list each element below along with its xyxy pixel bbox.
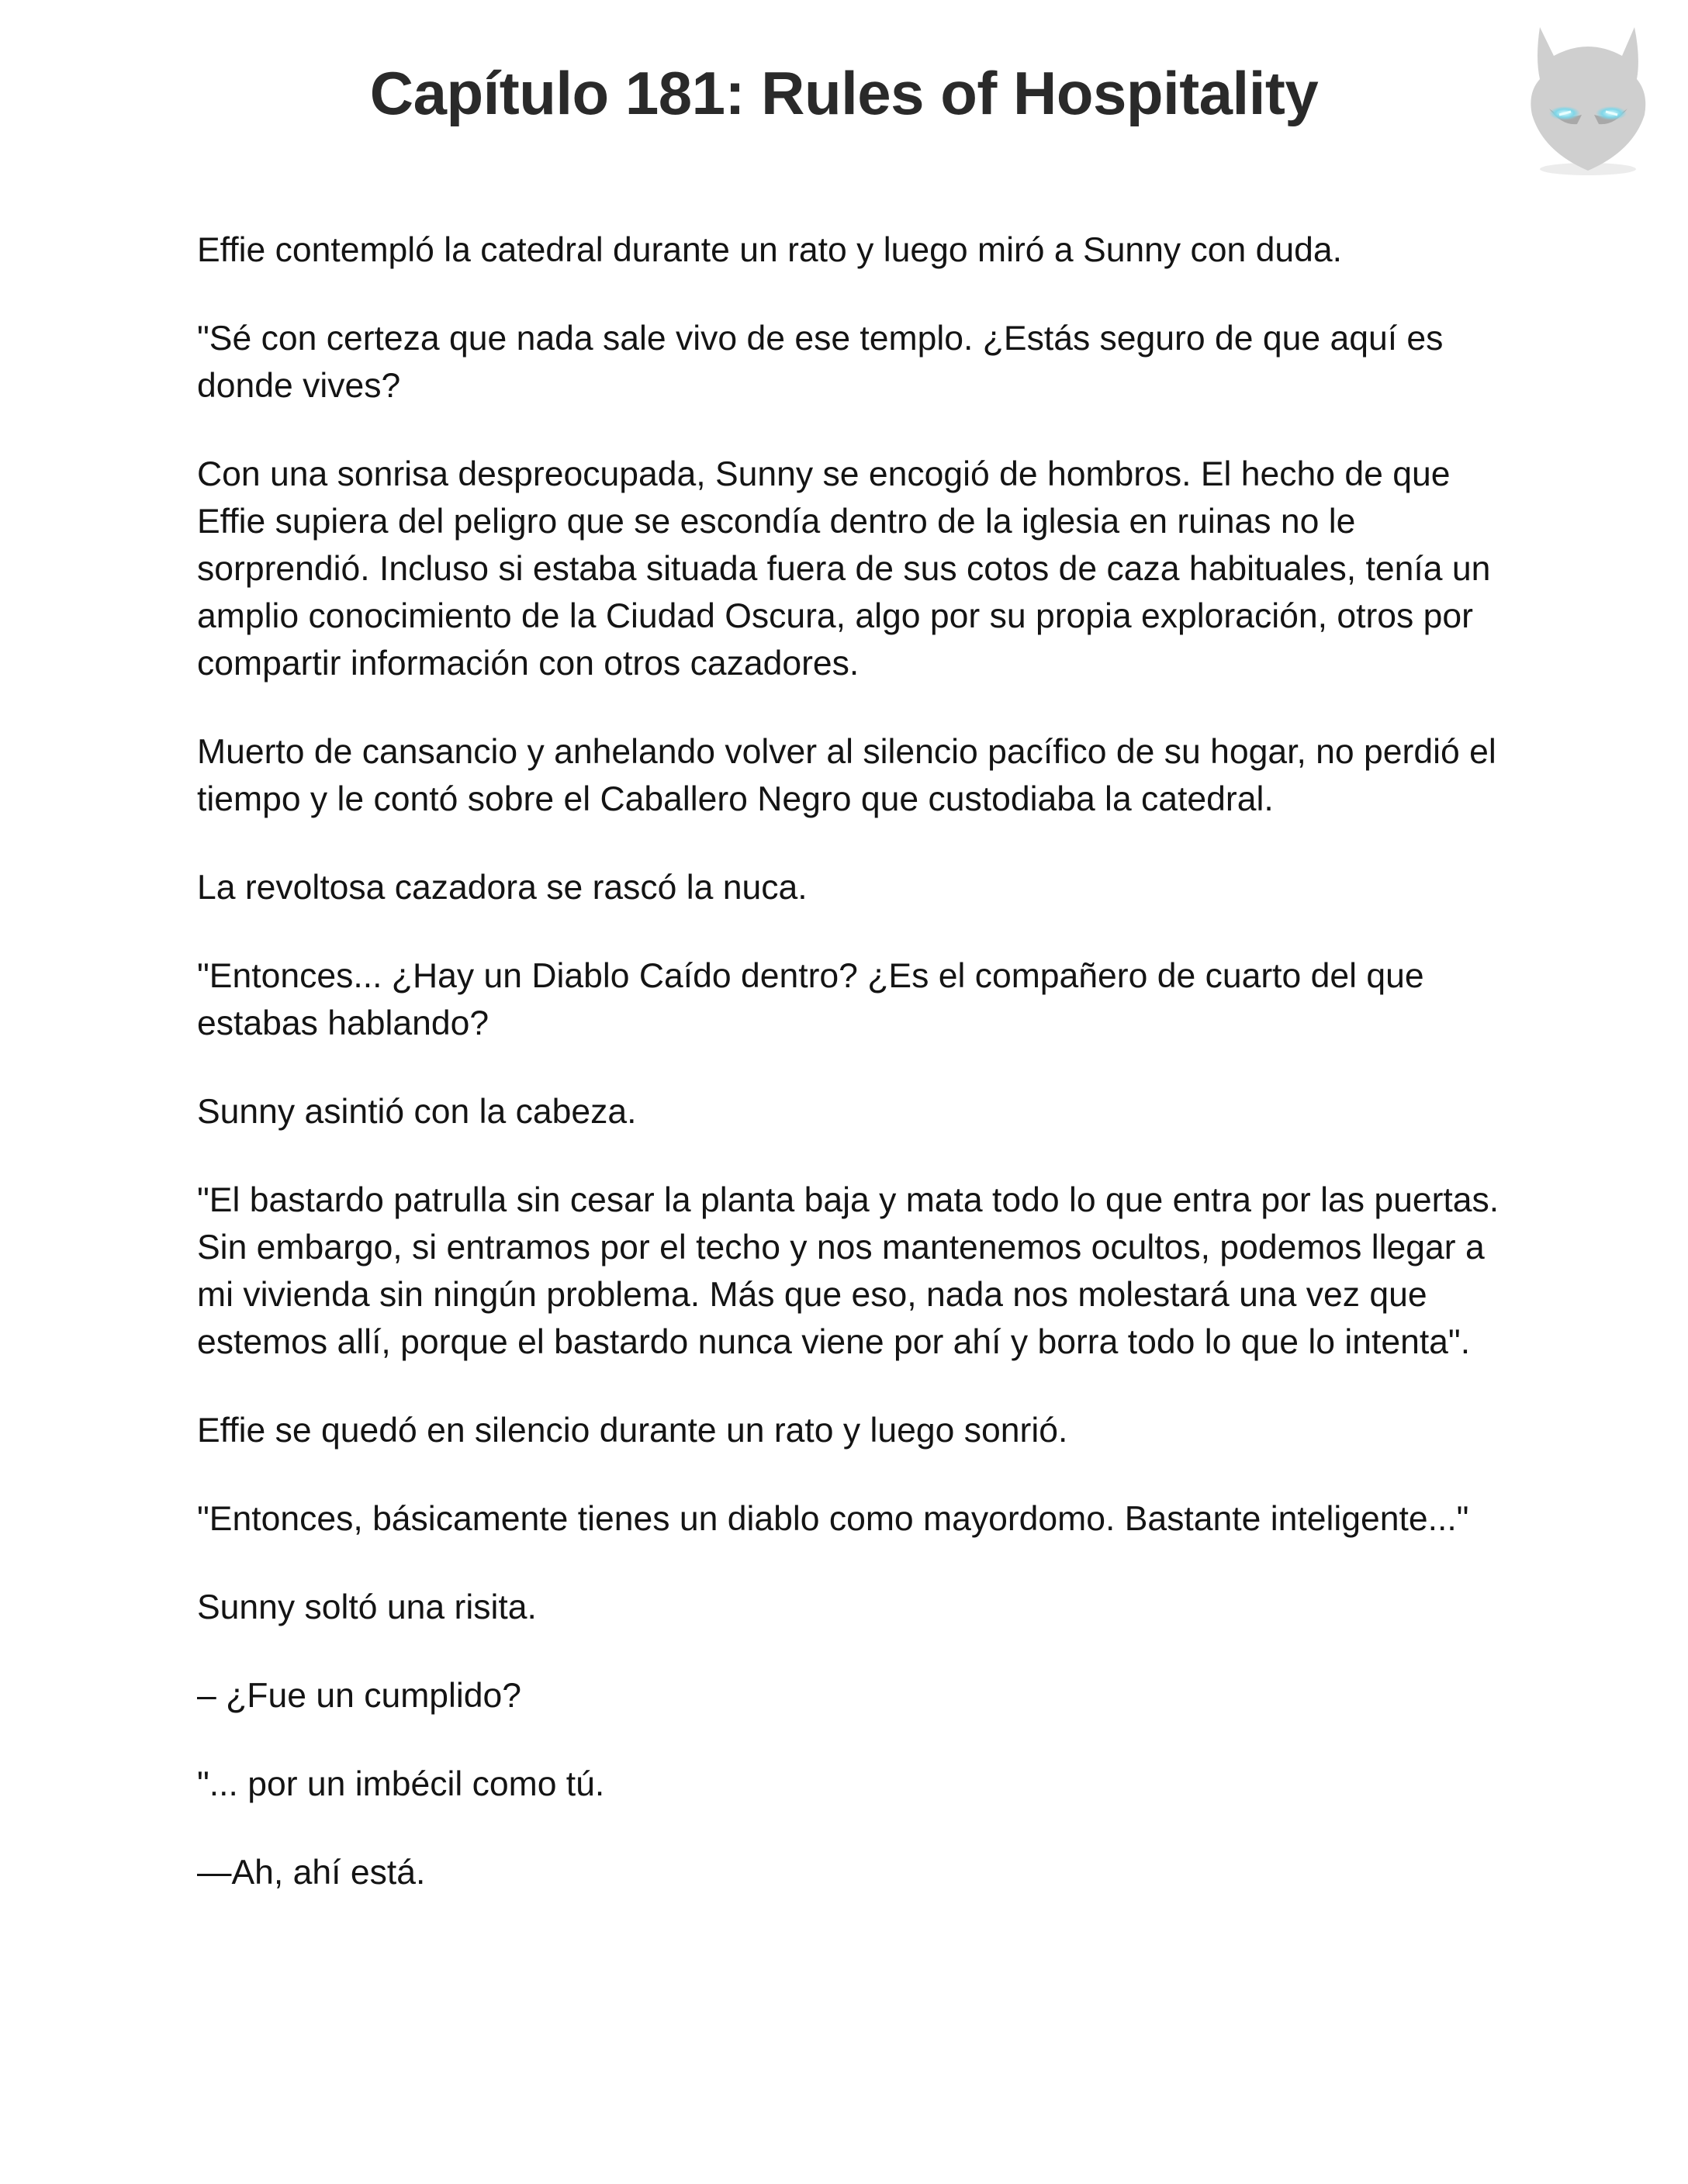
paragraph: Effie contempló la catedral durante un rato y luego miró a Sunny con duda.: [197, 231, 1343, 269]
paragraph: Sunny soltó una risita.: [197, 1588, 537, 1626]
paragraph: Sunny asintió con la cabeza.: [197, 1093, 637, 1131]
page-title: Capítulo 181: Rules of Hospitality: [369, 59, 1319, 127]
paragraph: "Entonces... ¿Hay un Diablo Caído dentro? ¿Es el compañero de cuarto del que estabas hablando?: [197, 957, 1424, 1042]
paragraph: La revoltosa cazadora se rascó la nuca.: [197, 869, 808, 907]
paragraph: "Sé con certeza que nada sale vivo de ese templo. ¿Estás seguro de que aquí es donde vives?: [197, 320, 1444, 405]
paragraph: "Entonces, básicamente tienes un diablo como mayordomo. Bastante inteligente...": [197, 1500, 1469, 1538]
paragraph: "El bastardo patrulla sin cesar la planta baja y mata todo lo que entra por las puertas. Sin embargo, si entramos por el techo y nos mantenemos ocultos, podemos llegar a mi vivienda sin ningún problema. Más que eso, nada nos molestará una vez que estemos allí, porque el bastardo nunca viene por ahí y borra todo lo que lo intenta".: [197, 1181, 1499, 1361]
paragraph: Muerto de cansancio y anhelando volver al silencio pacífico de su hogar, no perdió el tiempo y le contó sobre el Caballero Negro que custodiaba la catedral.: [197, 733, 1496, 818]
paragraph: Effie se quedó en silencio durante un rato y luego sonrió.: [197, 1412, 1068, 1450]
paragraph: —Ah, ahí está.: [197, 1854, 426, 1892]
paragraph: Con una sonrisa despreocupada, Sunny se encogió de hombros. El hecho de que Effie supiera del peligro que se escondía dentro de la iglesia en ruinas no le sorprendió. Incluso si estaba situada fuera de sus cotos de caza habituales, tenía un amplio conocimiento de la Ciudad Oscura, algo por su propia exploración, otros por compartir información con otros cazadores.: [197, 455, 1491, 682]
devil-head-icon: [1517, 16, 1660, 178]
paragraph: – ¿Fue un cumplido?: [197, 1677, 522, 1715]
paragraph: "... por un imbécil como tú.: [197, 1765, 605, 1803]
chapter-body: [197, 226, 1516, 1937]
